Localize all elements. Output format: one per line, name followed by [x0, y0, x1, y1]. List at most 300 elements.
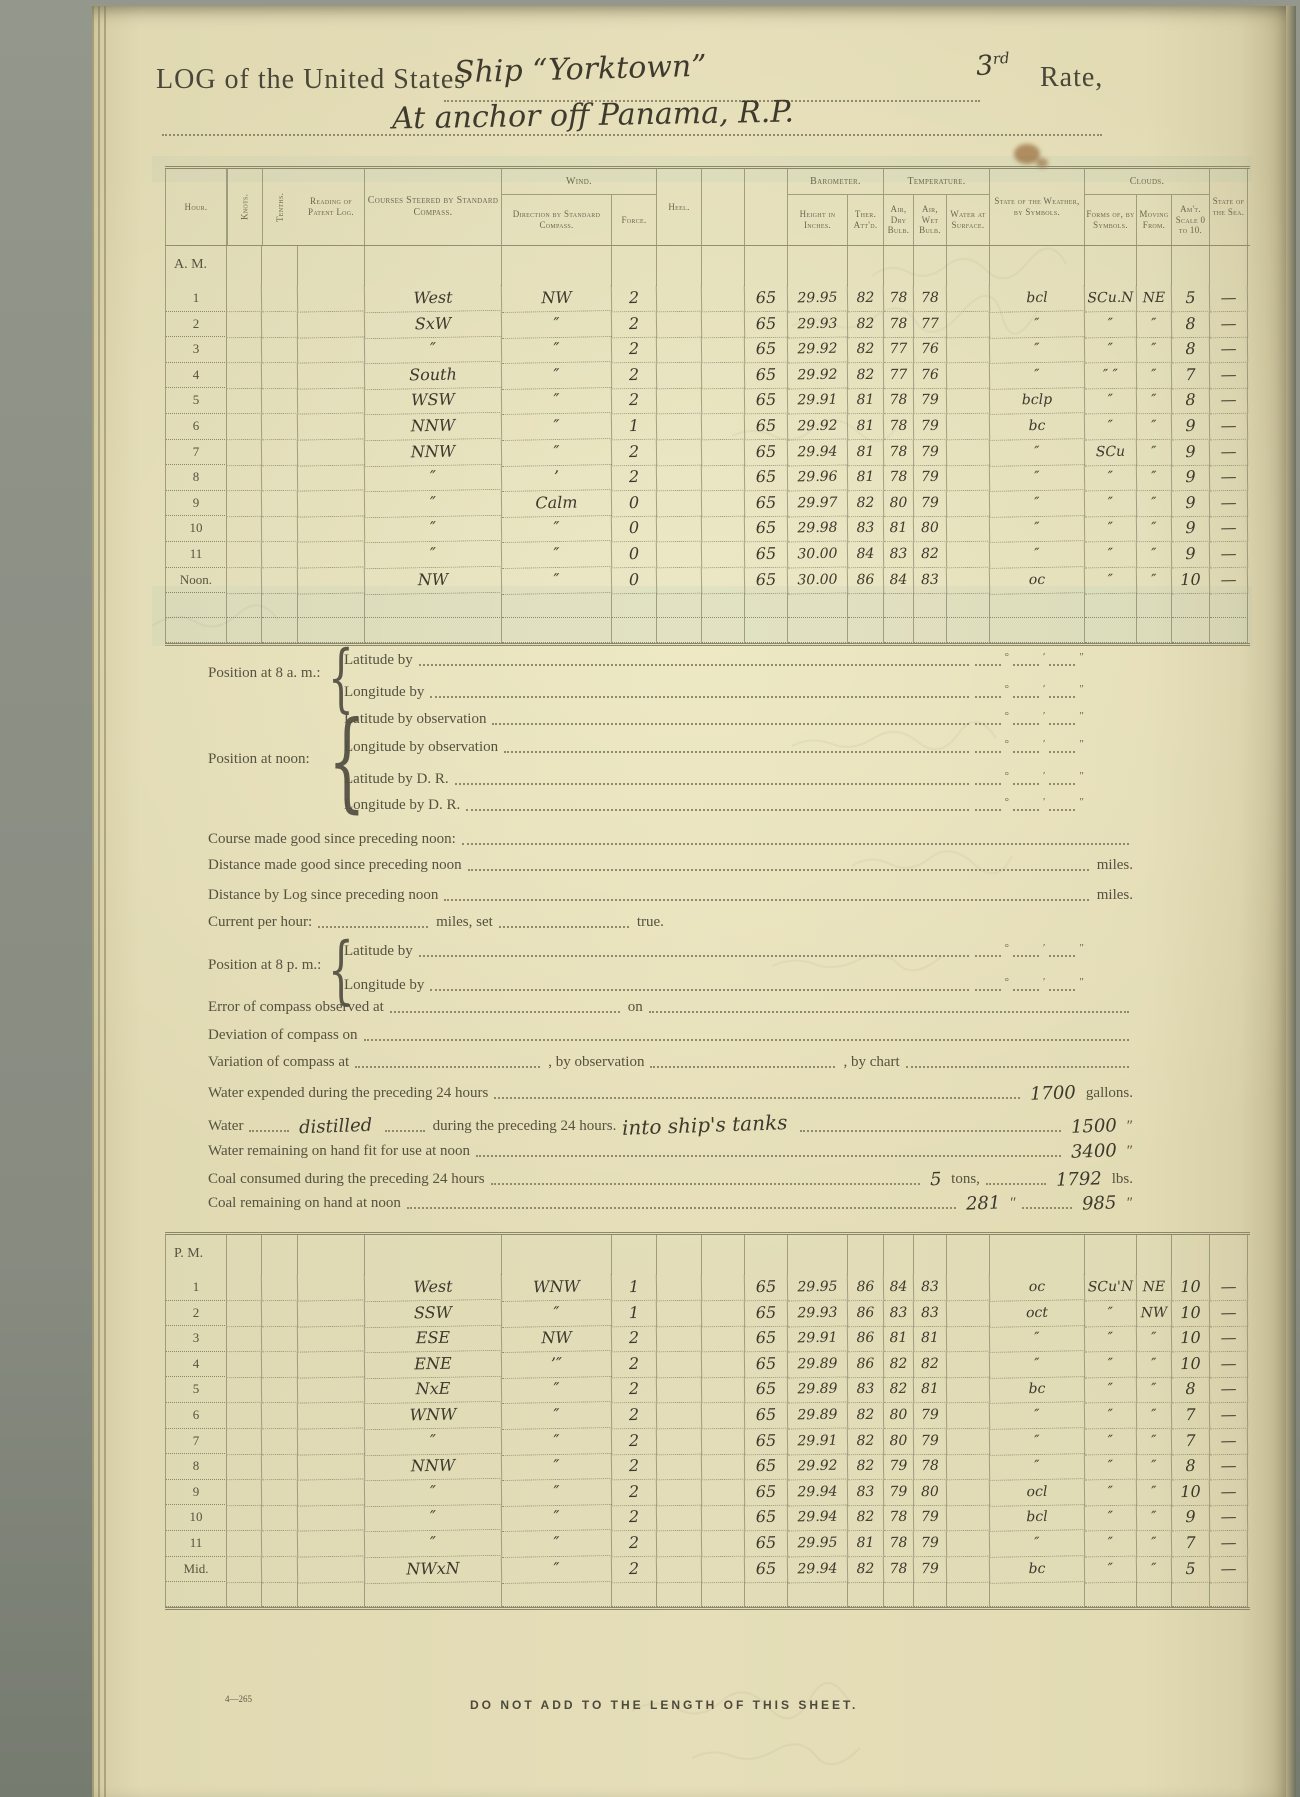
cell-blank [788, 1235, 848, 1275]
cell-course: South [365, 362, 502, 390]
cell-sea: — [1210, 1479, 1248, 1505]
dotted-leader [499, 925, 629, 928]
field-suffix: miles. [1096, 857, 1133, 873]
cell-log: 65 [745, 1531, 788, 1557]
cell-sea: — [1210, 1326, 1248, 1352]
cell-b1 [702, 490, 745, 516]
cell-wind: ″ [502, 387, 612, 415]
cell-log: 65 [745, 1300, 788, 1326]
cell-blank [1137, 618, 1172, 643]
col-header-blank1 [702, 169, 745, 245]
cell-blank [612, 618, 657, 643]
cell-b1 [702, 516, 745, 542]
cell-log: 65 [745, 1505, 788, 1531]
cell-wet: 83 [914, 1275, 947, 1301]
dotted-leader [986, 1182, 1046, 1185]
cell-course: ″ [365, 336, 502, 364]
cell-weather: ″ [990, 1428, 1085, 1455]
cell-course: ENE [365, 1351, 502, 1379]
cell-water [947, 1300, 990, 1326]
longitude-dr-line [344, 796, 1086, 814]
symbol-sec: ″ [1079, 683, 1084, 695]
cell-wet: 79 [914, 388, 947, 414]
cell-sea: — [1210, 1275, 1248, 1301]
cell-blank [884, 618, 914, 643]
log-row [165, 1352, 1250, 1378]
cell-blank [657, 593, 702, 618]
cell-height: 29.94 [788, 1479, 848, 1506]
cell-b1 [702, 567, 745, 593]
cell-wet: 79 [914, 1505, 947, 1531]
dotted-leader [249, 1129, 289, 1132]
cell-patent [298, 541, 365, 568]
cell-blank [502, 246, 612, 286]
cell-amt: 8 [1172, 1454, 1210, 1480]
cell-wind: ″ [502, 1376, 612, 1404]
cell-water [947, 1505, 990, 1531]
cell-blank [1210, 1582, 1248, 1607]
dotted-segment [1013, 664, 1039, 666]
coal-consumed-line [208, 1167, 1133, 1191]
cell-wind: ″ [502, 1428, 612, 1456]
cell-moving: ″ [1137, 1454, 1172, 1480]
cell-blank [1085, 1235, 1137, 1275]
cell-dry: 83 [884, 542, 914, 568]
cell-water [947, 567, 990, 593]
cell-dry: 78 [884, 311, 914, 337]
cell-wet: 79 [914, 465, 947, 491]
cell-knots [227, 1428, 262, 1454]
dotted-leader [444, 898, 1088, 901]
field-suffix: ″ [1126, 1118, 1133, 1134]
page-binding-edge [92, 6, 108, 1797]
cell-patent [298, 1402, 365, 1429]
cell-hour: 10 [165, 1505, 227, 1531]
cell-patent [298, 362, 365, 389]
cell-wind: ″ [502, 1453, 612, 1481]
cell-sea: — [1210, 465, 1248, 491]
cell-amt: 10 [1172, 1351, 1210, 1377]
log-row [165, 440, 1250, 466]
deviation-compass-line [208, 1027, 1133, 1044]
period-label-row [165, 1235, 1250, 1275]
field-label: Latitude by [344, 652, 413, 668]
cell-height: 29.96 [788, 465, 848, 492]
period-label: P. M. [165, 1235, 227, 1275]
cell-course: ″ [365, 1504, 502, 1532]
cell-tenths [262, 1428, 298, 1454]
cell-heel [657, 1454, 702, 1480]
cell-force: 2 [612, 439, 657, 465]
cell-sea: — [1210, 439, 1248, 465]
cell-wet: 76 [914, 362, 947, 388]
pm-table-body [165, 1235, 1250, 1607]
cell-moving: ″ [1137, 1531, 1172, 1557]
cell-knots [227, 286, 262, 312]
cell-blank [1137, 593, 1172, 618]
cell-blank [1085, 593, 1137, 618]
cell-height: 29.89 [788, 1351, 848, 1378]
cell-water [947, 414, 990, 440]
cell-blank [990, 593, 1085, 618]
cell-force: 0 [612, 490, 657, 516]
cell-tenths [262, 1403, 298, 1429]
col-header-clouds-amount: Am't. Scale 0 to 10. [1172, 195, 1210, 245]
cell-hour: 3 [165, 337, 227, 363]
cell-force: 2 [612, 388, 657, 414]
cell-weather: ″ [990, 1402, 1085, 1429]
cell-blank [227, 246, 262, 286]
symbol-min: ′ [1043, 976, 1046, 988]
cell-blank [848, 1582, 884, 1607]
cell-blank [227, 1582, 262, 1607]
cell-hour: 2 [165, 1301, 227, 1327]
location-handwritten: At anchor off Panama, R.P. [391, 94, 795, 137]
cell-moving: NW [1137, 1300, 1172, 1326]
cell-ther: 81 [848, 414, 884, 440]
field-suffix: lbs. [1111, 1171, 1133, 1187]
cell-dry: 83 [884, 1300, 914, 1326]
cell-wind: ’ [502, 464, 612, 492]
cell-moving: ″ [1137, 1556, 1172, 1582]
cell-course: NNW [365, 438, 502, 466]
cell-blank [262, 618, 298, 643]
cell-weather: bcl [990, 1505, 1085, 1532]
dotted-leader [355, 1065, 540, 1068]
am-log-table [165, 166, 1250, 646]
cell-blank [702, 618, 745, 643]
cell-log: 65 [745, 311, 788, 337]
cell-blank [990, 618, 1085, 643]
cell-force: 2 [612, 1326, 657, 1352]
cell-forms: ″ [1085, 1428, 1137, 1454]
cell-force: 0 [612, 542, 657, 568]
symbol-sec: ″ [1079, 710, 1084, 722]
cell-course: NxE [365, 1376, 502, 1404]
cell-weather: ″ [990, 490, 1085, 517]
cell-forms: ″ [1085, 1351, 1137, 1377]
cell-height: 29.93 [788, 311, 848, 338]
cell-blank [947, 246, 990, 286]
cell-height: 29.89 [788, 1377, 848, 1404]
cell-ther: 81 [848, 1531, 884, 1557]
cell-hour: 9 [165, 491, 227, 517]
cell-tenths [262, 1556, 298, 1582]
cell-weather: ″ [990, 516, 1085, 543]
cell-amt: 7 [1172, 1403, 1210, 1429]
dotted-leader [419, 663, 969, 666]
cell-height: 29.94 [788, 439, 848, 466]
cell-blank [502, 593, 612, 618]
cell-hour: 5 [165, 388, 227, 414]
log-row [165, 363, 1250, 389]
log-row [165, 1326, 1250, 1352]
cell-blank [884, 1582, 914, 1607]
cell-heel [657, 1403, 702, 1429]
col-header-barometer: Barometer. [788, 169, 884, 195]
cell-ther: 82 [848, 1454, 884, 1480]
water-distilled-line [208, 1110, 1133, 1140]
cell-dry: 78 [884, 439, 914, 465]
cell-blank [914, 618, 947, 643]
cell-log: 65 [745, 1275, 788, 1301]
cell-weather: ″ [990, 1453, 1085, 1480]
field-suffix: , by chart [843, 1054, 900, 1070]
cell-patent [298, 285, 365, 312]
log-row [165, 337, 1250, 363]
cell-sea: — [1210, 311, 1248, 337]
cell-blank [1172, 246, 1210, 286]
log-row [165, 388, 1250, 414]
cell-moving: ″ [1137, 337, 1172, 363]
cell-blank [227, 618, 262, 643]
cell-log: 65 [745, 1377, 788, 1403]
cell-blank [1210, 618, 1248, 643]
cell-patent [298, 439, 365, 466]
cell-water [947, 1377, 990, 1403]
cell-knots [227, 542, 262, 568]
cell-heel [657, 1505, 702, 1531]
cell-tenths [262, 465, 298, 491]
field-label: Longitude by observation [344, 739, 499, 755]
field-label: Longitude by [344, 684, 425, 700]
cell-sea: — [1210, 567, 1248, 593]
cell-log: 65 [745, 490, 788, 516]
am-table-body [165, 246, 1250, 643]
cell-tenths [262, 286, 298, 312]
cell-blank [1137, 246, 1172, 286]
cell-force: 2 [612, 465, 657, 491]
cell-blank [262, 246, 298, 286]
cell-course: West [365, 285, 502, 313]
field-suffix: during the preceding 24 hours. [432, 1118, 617, 1134]
field-label: Distance made good since preceding noon [208, 857, 462, 873]
cell-knots [227, 311, 262, 337]
cell-sea: — [1210, 286, 1248, 312]
cell-blank [947, 1582, 990, 1607]
dotted-segment [1013, 989, 1039, 991]
field-label: Longitude by D. R. [344, 797, 461, 813]
handwritten-value: into ship's tanks [621, 1110, 789, 1140]
cell-ther: 86 [848, 1326, 884, 1352]
field-label: Distance by Log since preceding noon [208, 887, 439, 903]
symbol-min: ′ [1043, 738, 1046, 750]
log-row [165, 491, 1250, 517]
cell-force: 0 [612, 516, 657, 542]
cell-force: 2 [612, 311, 657, 337]
cell-amt: 9 [1172, 516, 1210, 542]
cell-blank [990, 1235, 1085, 1275]
cell-amt: 9 [1172, 542, 1210, 568]
cell-amt: 8 [1172, 337, 1210, 363]
cell-b1 [702, 1454, 745, 1480]
cell-weather: bc [990, 1556, 1085, 1583]
dotted-segment [1049, 696, 1075, 698]
cell-blank [1137, 1235, 1172, 1275]
dotted-leader [476, 1154, 1061, 1157]
cell-force: 2 [612, 1479, 657, 1505]
cell-blank [365, 618, 502, 643]
cell-log: 65 [745, 516, 788, 542]
cell-sea: — [1210, 1351, 1248, 1377]
cell-water [947, 490, 990, 516]
cell-dry: 77 [884, 337, 914, 363]
dotted-segment [1013, 751, 1039, 753]
cell-ther: 82 [848, 490, 884, 516]
cell-amt: 7 [1172, 362, 1210, 388]
field-label: Variation of compass at [208, 1054, 350, 1070]
field-label: Latitude by [344, 943, 413, 959]
cell-knots [227, 516, 262, 542]
cell-ther: 82 [848, 1556, 884, 1582]
cell-hour: 8 [165, 1454, 227, 1480]
cell-amt: 7 [1172, 1428, 1210, 1454]
cell-ther: 83 [848, 516, 884, 542]
cell-patent [298, 1300, 365, 1327]
cell-dry: 80 [884, 1428, 914, 1454]
symbol-sec: ″ [1079, 651, 1084, 663]
cell-course: NW [365, 566, 502, 594]
cell-knots [227, 1326, 262, 1352]
field-suffix: miles, set [436, 914, 493, 930]
cell-amt: 10 [1172, 1479, 1210, 1505]
cell-hour: 3 [165, 1326, 227, 1352]
cell-dry: 78 [884, 1531, 914, 1557]
cell-wind: ″ [502, 362, 612, 390]
cell-knots [227, 1403, 262, 1429]
cell-course: ″ [365, 1427, 502, 1455]
symbol-sec: ″ [1079, 738, 1084, 750]
cell-heel [657, 388, 702, 414]
cell-weather: bclp [990, 388, 1085, 415]
cell-blank [1210, 1235, 1248, 1275]
cell-wet: 82 [914, 1351, 947, 1377]
dotted-segment [1013, 696, 1039, 698]
cell-patent [298, 1274, 365, 1301]
log-row [165, 1429, 1250, 1455]
symbol-deg: ° [1004, 738, 1009, 750]
handwritten-value: 5 [929, 1168, 942, 1191]
cell-patent [298, 516, 365, 543]
distance-by-log-line [208, 887, 1133, 904]
cell-tenths [262, 362, 298, 388]
cell-forms: SCu'N [1085, 1275, 1137, 1301]
cell-course: WSW [365, 387, 502, 415]
longitude-obs-line [344, 738, 1086, 756]
log-row [165, 1557, 1250, 1583]
latitude-obs-line [344, 710, 1086, 728]
cell-patent [298, 1530, 365, 1557]
cell-hour: 11 [165, 1531, 227, 1557]
cell-blank [788, 1582, 848, 1607]
cell-wind: ″ [502, 413, 612, 441]
cell-blank [914, 593, 947, 618]
cell-water [947, 337, 990, 363]
dotted-leader [650, 1065, 835, 1068]
dotted-leader [430, 695, 968, 698]
dotted-segment [1049, 989, 1075, 991]
cell-b1 [702, 1300, 745, 1326]
cell-force: 2 [612, 1454, 657, 1480]
cell-moving: ″ [1137, 362, 1172, 388]
dotted-segment [1049, 664, 1075, 666]
cell-wet: 83 [914, 1300, 947, 1326]
col-header-hour: Hour. [165, 169, 227, 245]
dotted-leader [1022, 1206, 1072, 1209]
cell-forms: SCu [1085, 439, 1137, 465]
cell-patent [298, 567, 365, 594]
cell-tenths [262, 1377, 298, 1403]
cell-blank [365, 246, 502, 286]
cell-dry: 78 [884, 388, 914, 414]
cell-hour: 10 [165, 516, 227, 542]
position-8pm-label: Position at 8 p. m.: [208, 957, 322, 973]
cell-blank [657, 1582, 702, 1607]
cell-height: 29.95 [788, 1530, 848, 1557]
log-row [165, 1377, 1250, 1403]
cell-wet: 79 [914, 1531, 947, 1557]
handwritten-value: distilled [299, 1114, 373, 1139]
cell-hour: 4 [165, 363, 227, 389]
dotted-segment [975, 783, 1001, 785]
col-header-air-wet: Air, Wet Bulb. [914, 195, 947, 245]
cell-patent [298, 1556, 365, 1583]
cell-hour: 5 [165, 1377, 227, 1403]
cell-ther: 86 [848, 567, 884, 593]
cell-sea: — [1210, 414, 1248, 440]
cell-dry: 78 [884, 414, 914, 440]
cell-height: 29.95 [788, 1274, 848, 1301]
dotted-leader [491, 1182, 920, 1185]
cell-patent [298, 1505, 365, 1532]
cell-b1 [702, 1377, 745, 1403]
cell-weather: bcl [990, 285, 1085, 312]
field-label: Water expended during the preceding 24 hours [208, 1085, 489, 1101]
cell-water [947, 542, 990, 568]
dotted-leader [466, 808, 968, 811]
cell-blank [947, 618, 990, 643]
cell-course: ″ [365, 464, 502, 492]
cell-patent [298, 1454, 365, 1481]
cell-amt: 9 [1172, 490, 1210, 516]
cell-ther: 83 [848, 1479, 884, 1505]
cell-blank [914, 246, 947, 286]
cell-course: NNW [365, 1453, 502, 1481]
cell-force: 2 [612, 1403, 657, 1429]
log-row [165, 414, 1250, 440]
cell-water [947, 465, 990, 491]
cell-forms: ″ [1085, 1530, 1137, 1556]
cell-b1 [702, 465, 745, 491]
cell-blank [848, 246, 884, 286]
cell-heel [657, 414, 702, 440]
cell-forms: ″ [1085, 1454, 1137, 1480]
cell-weather: ″ [990, 541, 1085, 568]
cell-height: 29.94 [788, 1556, 848, 1583]
cell-wet: 78 [914, 286, 947, 312]
cell-forms: SCu.N [1085, 286, 1137, 312]
cell-log: 65 [745, 362, 788, 388]
cell-water [947, 311, 990, 337]
symbol-deg: ° [1004, 770, 1009, 782]
cell-tenths [262, 388, 298, 414]
cell-moving: ″ [1137, 1403, 1172, 1429]
field-suffix: , by observation [548, 1054, 645, 1070]
symbol-sec: ″ [1079, 942, 1084, 954]
cell-blank [745, 246, 788, 286]
cell-course: ″ [365, 490, 502, 518]
cell-b1 [702, 414, 745, 440]
